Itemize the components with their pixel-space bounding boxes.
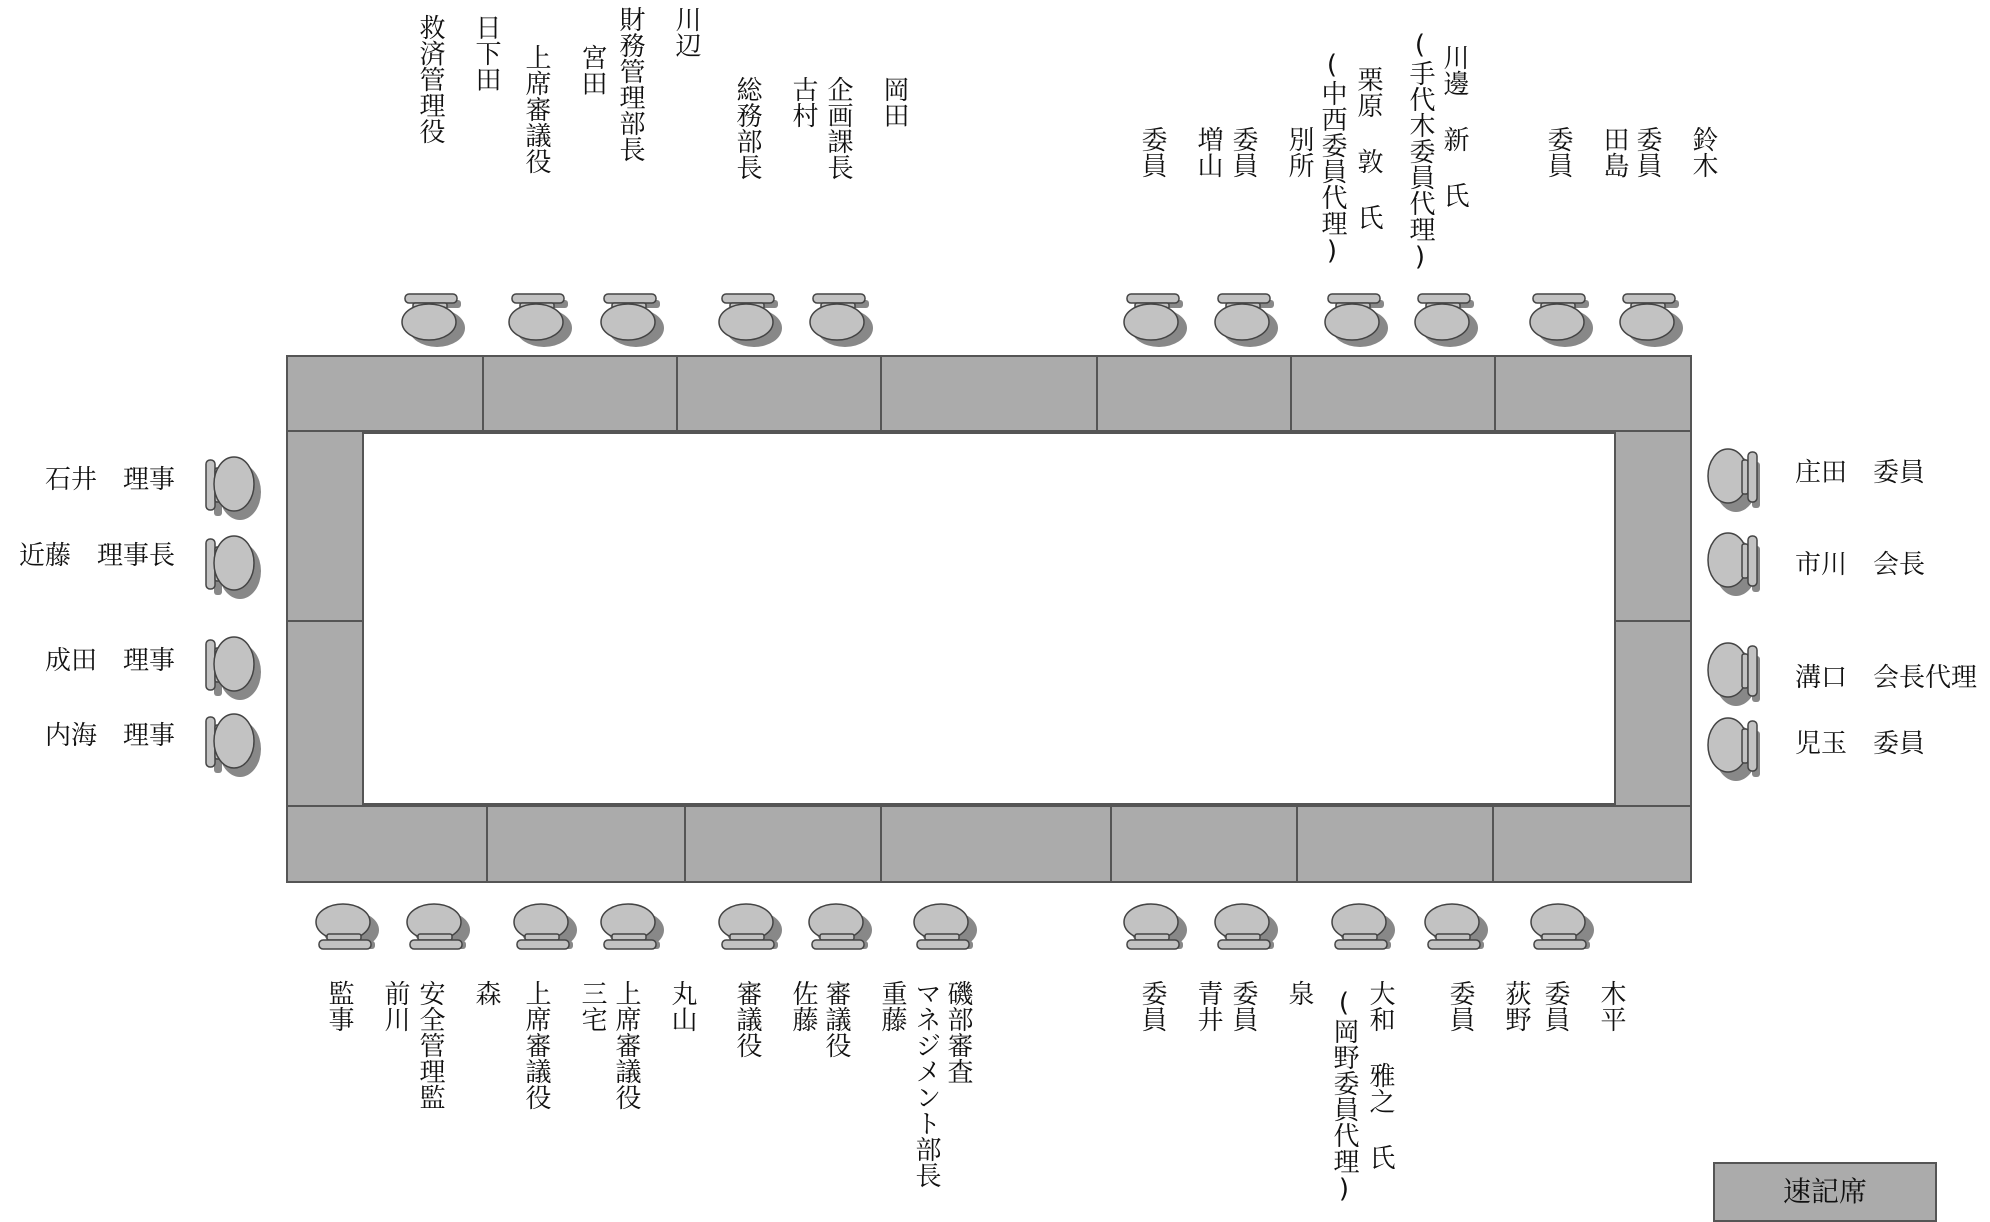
chair-icon bbox=[1420, 900, 1492, 966]
table-segment bbox=[1492, 805, 1692, 883]
chair-icon bbox=[200, 531, 266, 607]
seat-label-top: 川邊 新 氏 bbox=[1439, 44, 1469, 208]
seat-label-left: 石井 理事 bbox=[44, 465, 175, 495]
table-segment bbox=[1614, 620, 1692, 807]
chair-icon bbox=[805, 286, 877, 352]
table-segment bbox=[1096, 355, 1292, 432]
chair-icon bbox=[596, 286, 668, 352]
seat-label-top: 田島 委員 bbox=[1543, 126, 1629, 178]
table-segment bbox=[286, 430, 364, 622]
table-segment bbox=[286, 620, 364, 807]
table-segment bbox=[1290, 355, 1496, 432]
seat-label-top: 別所 委員 bbox=[1228, 126, 1314, 178]
table-segment bbox=[1614, 430, 1692, 622]
chair-icon bbox=[1702, 713, 1768, 789]
table-segment bbox=[880, 805, 1112, 883]
seat-label-right: 市川 会長 bbox=[1795, 550, 1926, 580]
chair-icon bbox=[714, 286, 786, 352]
seat-label-bottom: 泉 委員 bbox=[1228, 980, 1314, 1032]
table-segment bbox=[676, 355, 882, 432]
chair-icon bbox=[397, 286, 469, 352]
seat-label-bottom: 磯部審査 bbox=[943, 980, 973, 1084]
table-segment bbox=[482, 355, 678, 432]
seat-label-bottom: 佐藤 審議役 bbox=[732, 980, 818, 1058]
stenographer-seat: 速記席 bbox=[1713, 1162, 1937, 1222]
table-segment bbox=[684, 805, 882, 883]
table-segment bbox=[286, 805, 488, 883]
seat-label-top: 鈴木 委員 bbox=[1632, 126, 1718, 178]
seat-label-bottom: 青井 委員 bbox=[1137, 980, 1223, 1032]
chair-icon bbox=[1702, 528, 1768, 604]
seat-label-top-sub: (中西委員代理) bbox=[1317, 50, 1347, 266]
seat-label-bottom: 重藤 審議役 bbox=[821, 980, 907, 1058]
seat-label-bottom: 三宅 上席審議役 bbox=[521, 980, 607, 1110]
seat-label-bottom-sub: マネジメント部長 bbox=[911, 980, 941, 1188]
seat-label-bottom: 荻野 委員 bbox=[1445, 980, 1531, 1032]
table-segment bbox=[1296, 805, 1494, 883]
chair-icon bbox=[1615, 286, 1687, 352]
seat-label-right: 庄田 委員 bbox=[1795, 458, 1926, 488]
table-segment bbox=[1110, 805, 1298, 883]
chair-icon bbox=[1702, 638, 1768, 714]
seat-label-right: 児玉 委員 bbox=[1795, 729, 1926, 759]
seat-label-top: 川辺 財務管理部長 bbox=[615, 6, 701, 162]
seat-label-bottom: 森 安全管理監 bbox=[415, 980, 501, 1110]
table-segment bbox=[1494, 355, 1692, 432]
chair-icon bbox=[1119, 900, 1191, 966]
seat-label-bottom-sub: (岡野委員代理) bbox=[1329, 988, 1359, 1204]
seat-label-top: 宮田 上席審議役 bbox=[521, 44, 607, 174]
seat-label-right: 溝口 会長代理 bbox=[1795, 663, 1978, 693]
chair-icon bbox=[1327, 900, 1399, 966]
chair-icon bbox=[1119, 286, 1191, 352]
seat-label-left: 近藤 理事長 bbox=[18, 541, 175, 571]
chair-icon bbox=[200, 709, 266, 785]
chair-icon bbox=[1210, 900, 1282, 966]
seat-label-top: 栗原 敦 氏 bbox=[1353, 66, 1383, 230]
seat-label-bottom: 前川 監事 bbox=[324, 980, 410, 1032]
seat-label-top: 古村 総務部長 bbox=[732, 76, 818, 180]
chair-icon bbox=[311, 900, 383, 966]
chair-icon bbox=[1525, 286, 1597, 352]
seat-label-left: 成田 理事 bbox=[44, 646, 175, 676]
table-center bbox=[362, 432, 1616, 805]
chair-icon bbox=[596, 900, 668, 966]
chair-icon bbox=[1320, 286, 1392, 352]
seat-label-top: 岡田 企画課長 bbox=[823, 76, 909, 180]
chair-icon bbox=[804, 900, 876, 966]
seat-label-bottom: 丸山 上席審議役 bbox=[611, 980, 697, 1110]
chair-icon bbox=[509, 900, 581, 966]
chair-icon bbox=[1210, 286, 1282, 352]
seat-label-top-sub: (手代木委員代理) bbox=[1405, 30, 1435, 272]
chair-icon bbox=[1702, 444, 1768, 520]
table-segment bbox=[880, 355, 1098, 432]
chair-icon bbox=[714, 900, 786, 966]
chair-icon bbox=[504, 286, 576, 352]
seat-label-top: 日下田 救済管理役 bbox=[415, 14, 501, 144]
seat-label-bottom: 大和 雅之 氏 bbox=[1365, 980, 1395, 1170]
table-segment bbox=[486, 805, 686, 883]
chair-icon bbox=[402, 900, 474, 966]
chair-icon bbox=[200, 632, 266, 708]
table-segment bbox=[286, 355, 484, 432]
chair-icon bbox=[200, 452, 266, 528]
chair-icon bbox=[1526, 900, 1598, 966]
seat-label-left: 内海 理事 bbox=[44, 721, 175, 751]
chair-icon bbox=[1410, 286, 1482, 352]
seat-label-top: 増山 委員 bbox=[1137, 126, 1223, 178]
seat-label-bottom: 木平 委員 bbox=[1540, 980, 1626, 1032]
chair-icon bbox=[909, 900, 981, 966]
